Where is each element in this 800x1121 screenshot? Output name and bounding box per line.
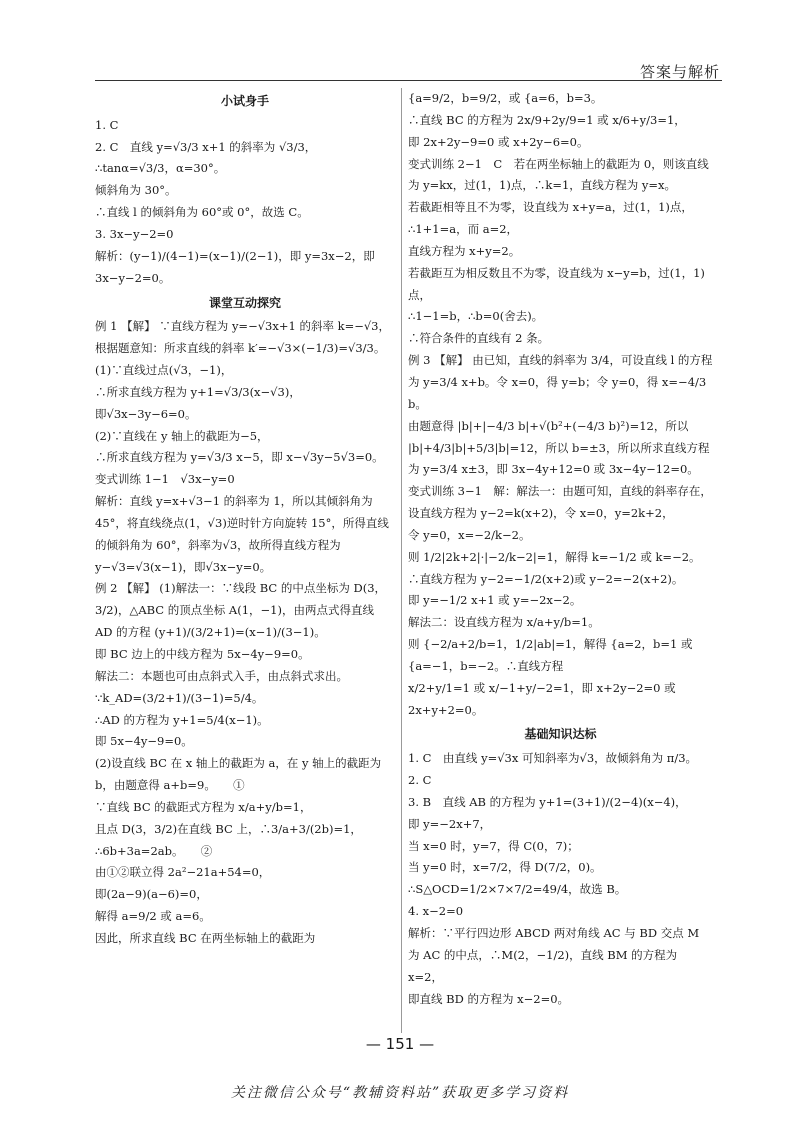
answer-line: 2. C 直线 y=√3/3 x+1 的斜率为 √3/3， — [95, 139, 317, 154]
answer-line: 即(2a−9)(a−6)=0， — [95, 887, 208, 902]
answer-line: 且点 D(3，3/2)在直线 BC 上，∴3/a+3/(2b)=1， — [95, 821, 362, 836]
answer-line: 变式训练 3−1 解：解法一：由题可知，直线的斜率存在，设直线方程为 y−2=k(x+2)，令 x=0，y=2k+2， — [408, 484, 712, 521]
answer-line: 若截距相等且不为零，设直线为 x+y=a，过(1，1)点， — [408, 200, 693, 215]
answer-line: 1. C — [95, 117, 119, 132]
basics-answers — [408, 748, 713, 1010]
answer-line: 3. B 直线 AB 的方程为 y+1=(3+1)/(2−4)(x−4)， — [408, 794, 687, 809]
practice-answers — [95, 115, 395, 290]
answer-line: 例 2 【解】 (1)解法一：∵线段 BC 的中点坐标为 D(3，3/2)，△ABC 的顶点坐标 A(1，−1)，由两点式得直线 — [95, 581, 387, 618]
answer-line: ∴直线 BC 的方程为 2x/9+2y/9=1 或 x/6+y/3=1， — [408, 112, 686, 127]
answer-line: 则 1/2|2k+2|·|−2/k−2|=1，解得 k=−1/2 或 k=−2。 — [408, 549, 701, 564]
answer-line: 变式训练 2−1 C 若在两坐标轴上的截距为 0，则该直线为 y=kx，过(1，1)点，∴k=1，直线方程为 y=x。 — [408, 156, 709, 193]
right-column — [408, 88, 713, 1010]
answer-line: 即 2x+2y−9=0 或 x+2y−6=0。 — [408, 134, 589, 149]
answer-line: 例 1 【解】 ∵直线方程为 y=−√3x+1 的斜率 k=−√3， — [95, 319, 390, 334]
footer-note: 关注微信公众号“教辅资料站”获取更多学习资料 — [230, 1085, 570, 1101]
answer-line: 2. C — [408, 773, 432, 788]
answer-line: 令 y=0，x=−2/k−2。 — [408, 527, 531, 542]
answer-line: 即 BC 边上的中线方程为 5x−4y−9=0。 — [95, 647, 310, 661]
answer-line: 解法二：设直线方程为 x/a+y/b=1。 — [408, 615, 600, 630]
answer-line: 由①②联立得 2a²−21a+54=0， — [95, 865, 271, 880]
answer-line: 4. x−2=0 — [408, 904, 464, 919]
answer-line: ∴所求直线方程为 y+1=√3/3(x−√3)， — [95, 384, 301, 399]
answer-line: ∴AD 的方程为 y+1=5/4(x−1)。 — [95, 712, 269, 727]
section-title-classroom: 课堂互动探究 — [208, 295, 281, 310]
answer-line: 解析：直线 y=x+√3−1 的斜率为 1，所以其倾斜角为 45°，将直线绕点(1，√3)逆时针方向旋转 15°，所得直线的倾斜角为 60°，斜率为√3，故所得直线方程为 y−√3=√3(x−1)，即√3x−y=0。 — [95, 494, 389, 574]
answer-line: 当 x=0 时，y=7，得 C(0，7)； — [408, 838, 579, 853]
answer-line: ∴6b+3a=2ab。 ② — [95, 843, 213, 858]
column-divider — [401, 88, 402, 1033]
answer-line: 3. 3x−y−2=0 — [95, 227, 174, 242]
answer-line: ∴tanα=√3/3，α=30°。 — [95, 161, 226, 176]
answer-line: 解得 a=9/2 或 a=6。 — [95, 909, 211, 924]
answer-line: 当 y=0 时，x=7/2，得 D(7/2，0)。 — [408, 860, 602, 875]
answer-line: 因此，所求直线 BC 在两坐标轴上的截距为 — [95, 930, 316, 945]
section-title-basics: 基础知识达标 — [524, 727, 597, 742]
answer-line: ∵k_AD=(3/2+1)/(3−1)=5/4。 — [95, 690, 264, 705]
answer-line: 变式训练 1−1 √3x−y=0 — [95, 472, 235, 487]
answer-line: 若截距互为相反数且不为零，设直线为 x−y=b，过(1，1)点， — [408, 265, 705, 302]
answer-line: AD 的方程 (y+1)/(3/2+1)=(x−1)/(3−1)。 — [95, 625, 326, 640]
answer-line: 则 {−2/a+2/b=1，1/2|ab|=1，解得 {a=2，b=1 或 {a=−1，b=−2。∴直线方程 — [408, 637, 693, 673]
header-title: 答案与解析 — [639, 63, 720, 81]
answer-line: 即 5x−4y−9=0。 — [95, 734, 193, 749]
answer-line: ∴符合条件的直线有 2 条。 — [408, 331, 550, 346]
answer-line: 即 y=−1/2 x+1 或 y=−2x−2。 — [408, 593, 582, 608]
answer-line: 即 y=−2x+7， — [408, 816, 492, 831]
answer-line: (2)设直线 BC 在 x 轴上的截距为 a，在 y 轴上的截距为 b，由题意得 a+b=9。 ① — [95, 756, 382, 793]
answer-line: ∴直线 l 的倾斜角为 60°或 0°，故选 C。 — [95, 205, 309, 220]
answer-line: 1. C 由直线 y=√3x 可知斜率为√3，故倾斜角为 π/3。 — [408, 751, 698, 766]
answer-line: 解析：∵平行四边形 ABCD 两对角线 AC 与 BD 交点 M 为 AC 的中点，∴M(2，−1/2)，直线 BM 的方程为 x=2， — [408, 926, 700, 984]
classroom-answers — [95, 316, 395, 949]
section-title-practice: 小试身手 — [220, 94, 269, 108]
answer-line: ∴1+1=a，而 a=2， — [408, 222, 519, 237]
answer-line: 即√3x−3y−6=0。 — [95, 406, 197, 421]
answer-line: ∴S△OCD=1/2×7×7/2=49/4，故选 B。 — [408, 882, 627, 897]
answer-line: 即直线 BD 的方程为 x−2=0。 — [408, 991, 570, 1006]
answer-line: {a=9/2，b=9/2，或 {a=6，b=3。 — [408, 91, 603, 105]
page-number: — 151 — — [365, 1035, 435, 1053]
answer-line: x/2+y/1=1 或 x/−1+y/−2=1，即 x+2y−2=0 或 2x+y+2=0。 — [408, 680, 676, 717]
answer-line: (1)∵直线过点(√3，−1)， — [95, 363, 233, 378]
answer-line: 由题意得 |b|+|−4/3 b|+√(b²+(−4/3 b)²)=12，所以 |b|+4/3|b|+5/3|b|=12，所以 b=±3，所以所求直线方程为 y=3/4 x±3，即 3x−4y+12=0 或 3x−4y−12=0。 — [408, 418, 710, 477]
answer-line: 根据题意知：所求直线的斜率 k′=−√3×(−1/3)=√3/3。 — [95, 341, 386, 356]
answer-line: ∴1−1=b，∴b=0(舍去)。 — [408, 309, 544, 324]
header-rule — [95, 80, 722, 81]
answer-line: 解法二：本题也可由点斜式入手，由点斜式求出。 — [95, 668, 348, 683]
left-column — [95, 88, 395, 950]
answer-line: ∴直线方程为 y−2=−1/2(x+2)或 y−2=−2(x+2)。 — [408, 571, 684, 586]
answer-line: 解析：(y−1)/(4−1)=(x−1)/(2−1)，即 y=3x−2，即 3x−y−2=0。 — [95, 248, 375, 285]
answer-line: 倾斜角为 30°。 — [95, 183, 177, 198]
answer-line: 例 3 【解】 由已知，直线的斜率为 3/4，可设直线 l 的方程为 y=3/4 x+b。令 x=0，得 y=b；令 y=0，得 x=−4/3 b。 — [408, 353, 713, 411]
answer-line: ∵直线 BC 的截距式方程为 x/a+y/b=1， — [95, 799, 312, 814]
continued-answers — [408, 88, 713, 721]
answer-line: (2)∵直线在 y 轴上的截距为−5， — [95, 428, 269, 443]
answer-line: ∴所求直线方程为 y=√3/3 x−5，即 x−√3y−5√3=0。 — [95, 450, 384, 465]
answer-line: 直线方程为 x+y=2。 — [408, 243, 521, 258]
